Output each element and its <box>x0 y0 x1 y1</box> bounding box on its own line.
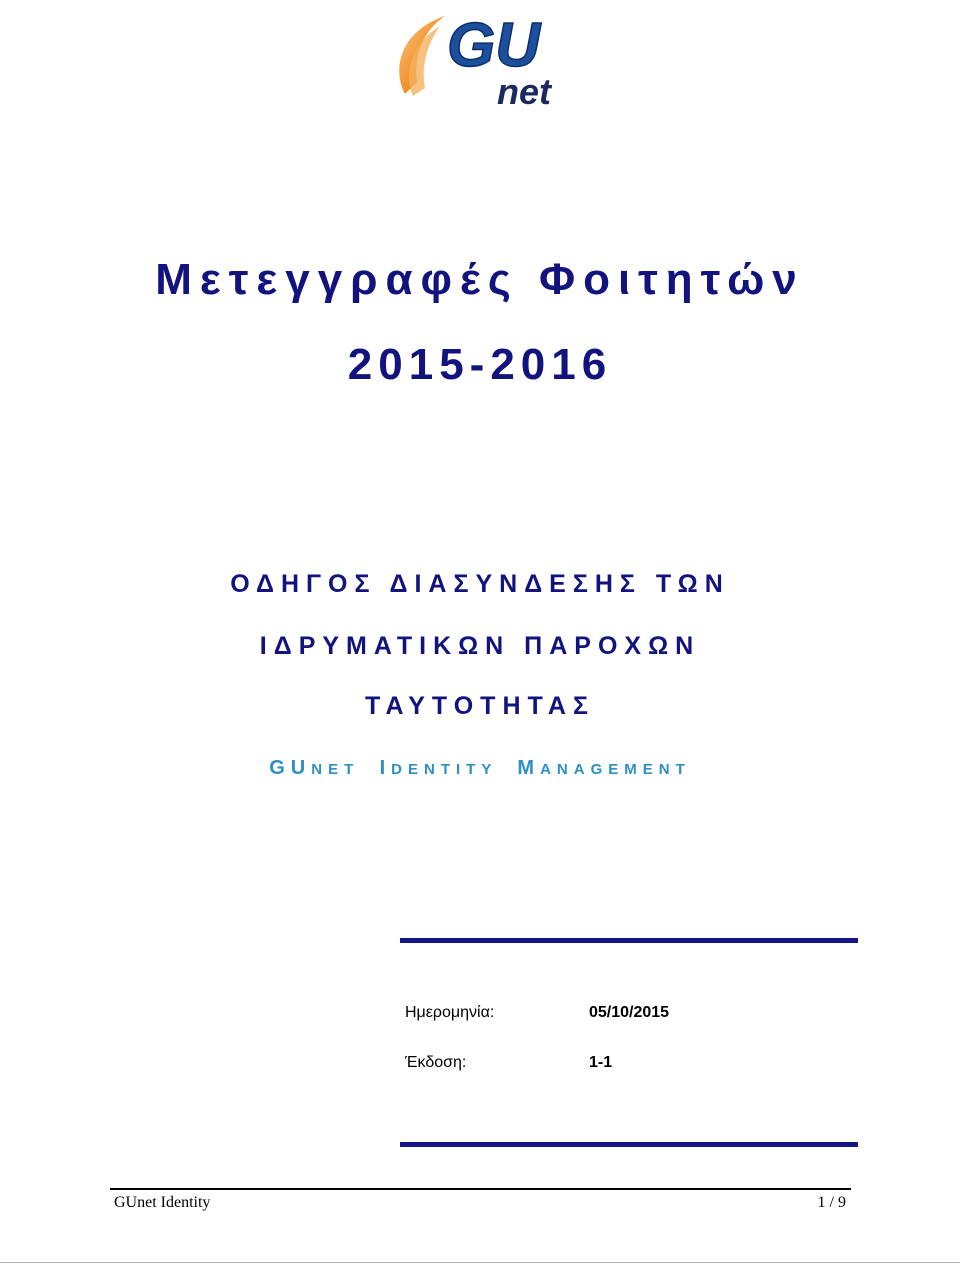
subtitle-line-1: ΟΔΗΓΟΣ ΔΙΑΣΥΝΔΕΣΗΣ ΤΩΝ <box>230 570 730 598</box>
gunet-logo-graphic <box>385 4 585 116</box>
top-divider <box>400 938 858 943</box>
date-value: 05/10/2015 <box>589 1004 670 1021</box>
subtitle-line-2: ΙΔΡΥΜΑΤΙΚΩΝ ΠΑΡΟΧΩΝ <box>259 632 701 660</box>
footer-divider <box>110 1188 851 1190</box>
document-title: Μετεγγραφές Φοιτητών <box>155 255 805 304</box>
date-label: Ημερομηνία: <box>405 1004 495 1021</box>
version-label: Έκδοση: <box>405 1054 467 1071</box>
document-year: 2015-2016 <box>347 340 613 389</box>
logo-brand-bottom: net <box>497 71 551 112</box>
gunet-logo <box>385 4 585 116</box>
english-w2-initial: I <box>379 757 392 779</box>
english-w2-rest: DENTITY <box>391 761 498 778</box>
english-w1-rest: NET <box>311 761 360 778</box>
english-subtitle <box>0 757 960 780</box>
page-edge <box>0 1262 960 1263</box>
footer-doc-name: GUnet Identity <box>114 1194 211 1211</box>
english-w1-initial: GU <box>269 757 312 779</box>
bottom-divider <box>400 1142 858 1147</box>
version-value: 1-1 <box>589 1054 613 1071</box>
logo-brand-top: GU <box>447 11 540 80</box>
subtitle-line-3: ΤΑΥΤΟΤΗΤΑΣ <box>365 692 595 720</box>
english-w3-rest: ANAGEMENT <box>540 761 691 778</box>
english-w3-initial: M <box>517 757 541 779</box>
footer-page-number: 1 / 9 <box>817 1194 846 1211</box>
